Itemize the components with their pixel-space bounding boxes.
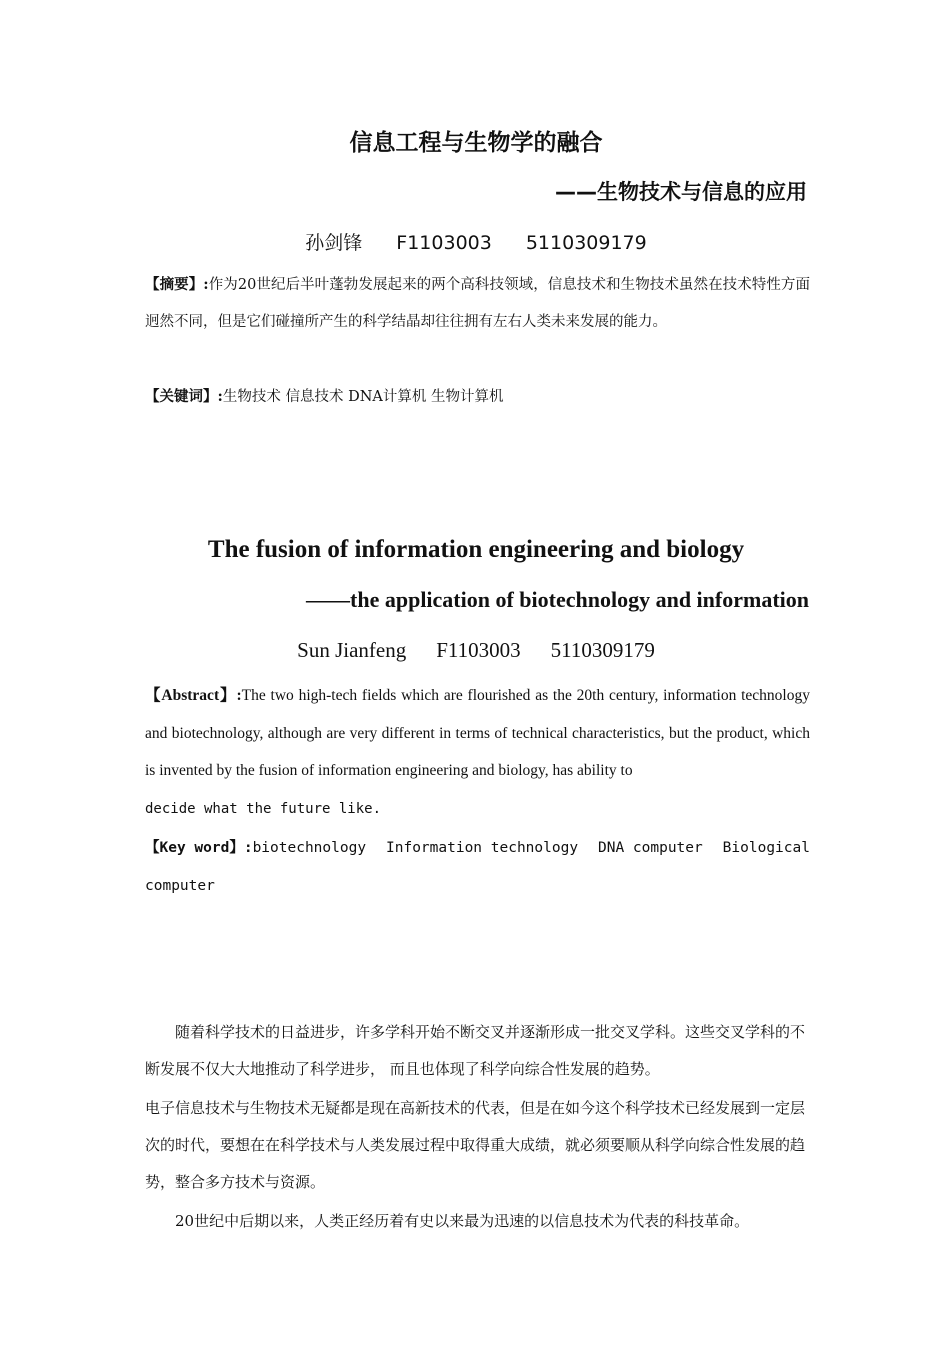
english-title: The fusion of information engineering and biology — [207, 536, 745, 563]
abstract-text: The two high-tech fields which are flourished as the 20th century, information technology and biotechnology, although are very different in terms of technical characteristics, but the product, which is invented by the fusion of information engineering and biology, has ability to — [145, 687, 810, 779]
body-paragraph-2: 电子信息技术与生物技术无疑都是现在高新技术的代表，但是在如今这个科学技术已经发展到一定层次的时代，要想在在科学技术与人类发展过程中取得重大成绩，就必须要顺从科学向综合性发展的趋势，整合多方技术与资源。 — [145, 1099, 806, 1191]
author-name: Sun Jianfeng — [297, 638, 407, 662]
chinese-title: 信息工程与生物学的融合 — [349, 130, 603, 156]
chinese-keywords — [145, 378, 810, 416]
keyword-item: Information technology — [386, 840, 579, 856]
english-subtitle: ——the application of biotechnology and information — [306, 587, 809, 612]
keywords-label: 【Key word】: — [145, 840, 253, 856]
abstract-text: 作为20世纪后半叶蓬勃发展起来的两个高科技领域，信息技术和生物技术虽然在技术特性方面迥然不同，但是它们碰撞所产生的科学结晶却往往拥有左右人类未来发展的能力。 — [145, 277, 810, 330]
keyword-item: Biological — [722, 840, 810, 856]
class-id: F1103003 — [396, 232, 492, 254]
chinese-abstract — [145, 266, 810, 341]
author-name: 孙剑锋 — [305, 232, 363, 254]
english-author-line — [0, 638, 952, 663]
chinese-author-line — [0, 228, 952, 255]
chinese-subtitle: ——生物技术与信息的应用 — [555, 180, 807, 204]
student-id: 5110309179 — [525, 232, 647, 254]
body-paragraph-1: 随着科学技术的日益进步，许多学科开始不断交叉并逐渐形成一批交叉学科。这些交叉学科的不断发展不仅大大地推动了科学进步， 而且也体现了科学向综合性发展的趋势。 — [145, 1023, 806, 1078]
student-id: 5110309179 — [550, 638, 655, 662]
keywords-line — [145, 830, 810, 868]
keyword-item: DNA computer — [597, 840, 703, 856]
class-id: F1103003 — [436, 638, 521, 662]
keyword-wrap: computer — [145, 877, 215, 894]
keyword-item: biotechnology — [252, 840, 367, 856]
english-abstract — [145, 677, 810, 828]
body-paragraph-3: 20世纪中后期以来，人类正经历着有史以来最为迅速的以信息技术为代表的科技革命。 — [175, 1212, 750, 1230]
keywords-label: 【关键词】: — [145, 388, 223, 405]
english-keywords — [145, 830, 810, 905]
abstract-label: 【Abstract】: — [145, 687, 242, 704]
keywords-label-group — [145, 830, 366, 868]
keywords-text: 生物技术 信息技术 DNA计算机 生物计算机 — [222, 389, 504, 405]
abstract-label: 【摘要】: — [145, 276, 209, 293]
abstract-text-tail: decide what the future like. — [145, 800, 382, 817]
